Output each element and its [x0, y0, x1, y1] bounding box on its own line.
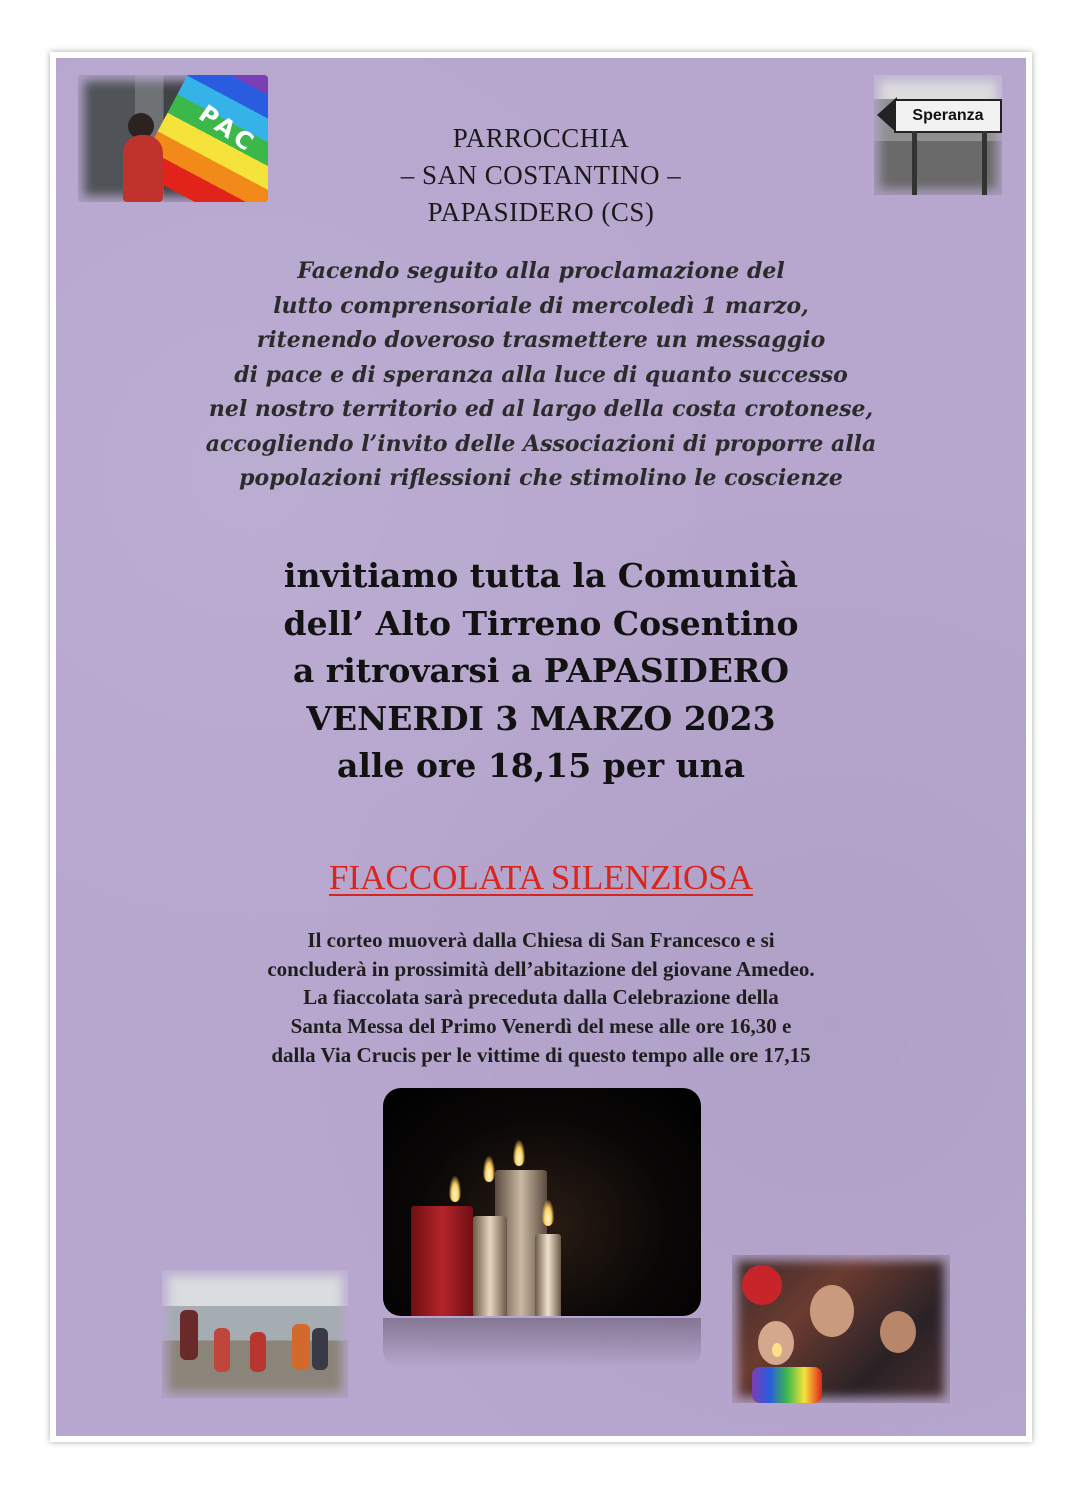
- parish-header: [56, 120, 1026, 231]
- flag-text: PAC: [193, 99, 262, 159]
- flame-icon: [449, 1176, 461, 1202]
- small-candle: [535, 1234, 561, 1316]
- details-line: concluderà in prossimità dell’abitazione del giovane Amedeo.: [267, 956, 815, 981]
- person-figure: [312, 1328, 328, 1370]
- red-flag-shape: [742, 1265, 782, 1305]
- invitation-line: alle ore 18,15 per una: [337, 746, 745, 785]
- candles-reflection: [383, 1318, 701, 1368]
- invitation-line: dell’ Alto Tirreno Cosentino: [283, 603, 799, 643]
- intro-line: di pace e di speranza alla luce di quanto successo: [234, 361, 848, 388]
- person-figure: [180, 1310, 198, 1360]
- parish-title: PARROCCHIA: [452, 123, 630, 153]
- invitation-line: invitiamo tutta la Comunità: [283, 556, 799, 595]
- face-shape: [880, 1311, 916, 1353]
- invitation-line: VENERDI 3 MARZO 2023: [306, 698, 776, 738]
- person-figure: [250, 1332, 266, 1372]
- details-line: La fiaccolata sarà preceduta dalla Celebrazione della: [303, 985, 779, 1010]
- beach-rescue-photo: [162, 1270, 348, 1398]
- details-line: dalla Via Crucis per le vittime di questo tempo alle ore 17,15: [271, 1042, 811, 1067]
- intro-line: ritenendo doveroso trasmettere un messaggio: [256, 327, 826, 353]
- intro-line: accogliendo l’invito delle Associazioni di proporre alla: [205, 430, 877, 457]
- intro-line: lutto comprensoriale di mercoledì 1 marzo,: [273, 292, 809, 319]
- intro-paragraph: [56, 254, 1026, 496]
- flame-icon: [513, 1140, 525, 1166]
- event-details: [56, 926, 1026, 1070]
- torch-flame-icon: [772, 1343, 782, 1357]
- person-figure: [292, 1324, 310, 1370]
- invitation-block: [56, 552, 1026, 790]
- red-candle: [411, 1206, 473, 1316]
- crowd-torchlight-photo: [732, 1255, 950, 1403]
- details-line: Il corteo muoverà dalla Chiesa di San Francesco e si: [307, 928, 775, 952]
- parish-location: PAPASIDERO (CS): [427, 197, 655, 227]
- details-line: Santa Messa del Primo Venerdì del mese alle ore 16,30 e: [290, 1014, 792, 1039]
- intro-line: Facendo seguito alla proclamazione del: [297, 258, 785, 284]
- flame-icon: [483, 1156, 495, 1182]
- event-title: FIACCOLATA SILENZIOSA: [328, 858, 754, 897]
- poster: [56, 58, 1026, 1436]
- invitation-line: a ritrovarsi a PAPASIDERO: [292, 651, 790, 690]
- flame-icon: [542, 1200, 554, 1226]
- intro-line: popolazioni riflessioni che stimolino le coscienze: [239, 465, 843, 491]
- candles-photo: [383, 1088, 701, 1316]
- white-candle: [473, 1216, 507, 1316]
- sign-text: Speranza: [894, 99, 1002, 133]
- intro-line: nel nostro territorio ed al largo della costa crotonese,: [208, 396, 874, 422]
- rainbow-flag-shape: [752, 1367, 822, 1403]
- parish-name: – SAN COSTANTINO –: [400, 160, 682, 190]
- face-shape: [810, 1285, 854, 1337]
- person-figure: [214, 1328, 230, 1372]
